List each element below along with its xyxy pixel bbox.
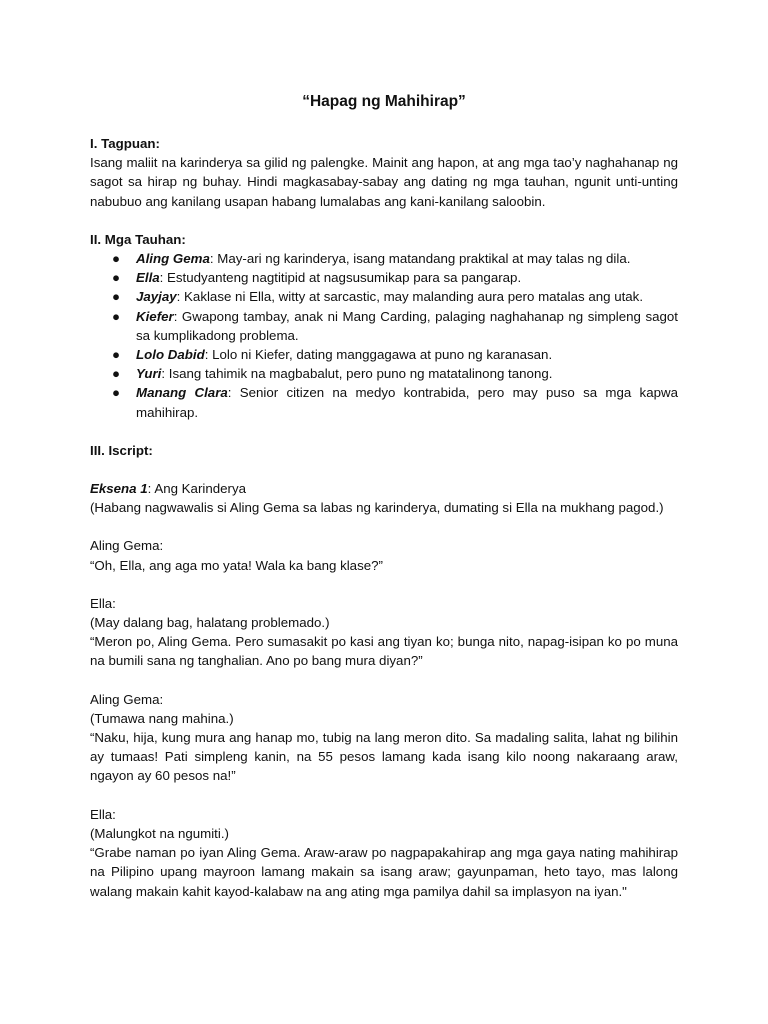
dialogue-line: “Grabe naman po iyan Aling Gema. Araw-araw po nagpapakahirap ang mga gaya nating mahihirap na Pilipino upang mayroon lamang makain sa isang araw; gayunpaman, heto tayo, mas lalong walang makain kahit kayod-kalabaw na ang ating mga pamilya dahil sa implasyon na iyan." bbox=[90, 845, 678, 899]
characters-heading: II. Mga Tauhan: bbox=[90, 231, 186, 247]
character-name: Kiefer bbox=[136, 308, 174, 324]
bullet-icon: ● bbox=[112, 270, 121, 286]
bullet-icon: ● bbox=[112, 289, 121, 305]
setting-heading: I. Tagpuan: bbox=[90, 136, 160, 151]
character-name: Jayjay bbox=[136, 289, 177, 305]
spacer bbox=[90, 671, 678, 690]
character-name: Ella bbox=[136, 270, 160, 286]
speaker-name: Aling Gema: bbox=[90, 691, 164, 707]
character-description: : Isang tahimik na magbabalut, pero puno ng matatalinong tanong. bbox=[161, 366, 553, 382]
character-name: Yuri bbox=[136, 366, 162, 382]
bullet-icon: ● bbox=[112, 308, 121, 324]
spacer bbox=[90, 786, 678, 805]
speaker-name: Aling Gema: bbox=[90, 538, 164, 554]
character-item bbox=[112, 268, 678, 287]
character-description: : Gwapong tambay, anak ni Mang Carding, palaging naghahanap ng simpleng sagot sa kumplikadong problema. bbox=[136, 308, 678, 343]
character-description: : Senior citizen na medyo kontrabida, pero may puso sa mga kapwa mahihirap. bbox=[136, 385, 678, 420]
dialogue-line: “Meron po, Aling Gema. Pero sumasakit po kasi ang tiyan ko; bunga nito, napag-isipan ko po muna na bumili sana ng tanghalian. Ano po bang mura diyan?” bbox=[90, 634, 678, 669]
character-name: Aling Gema bbox=[136, 251, 210, 267]
character-item bbox=[112, 383, 678, 421]
spacer bbox=[90, 460, 678, 479]
character-description: : Lolo ni Kiefer, dating manggagawa at puno ng karanasan. bbox=[204, 347, 553, 363]
character-item bbox=[112, 307, 678, 345]
spacer bbox=[90, 575, 678, 594]
character-description: : Estudyanteng nagtitipid at nagsusumikap para sa pangarap. bbox=[159, 270, 522, 286]
spacer bbox=[90, 422, 678, 441]
spacer bbox=[90, 211, 678, 230]
document-page bbox=[90, 92, 678, 901]
document-title: “Hapag ng Mahihirap” bbox=[302, 93, 466, 110]
dialogue-line: “Naku, hija, kung mura ang hanap mo, tubig na lang meron dito. Sa madaling salita, lahat ng bilihin ay tumaas! Pati simpleng kanin, na 55 pesos lamang kada isang kilo noong nakaraang araw, ngayon ay 60 pesos na!” bbox=[90, 730, 678, 784]
character-list bbox=[90, 249, 678, 422]
character-name: Manang Clara bbox=[136, 385, 228, 401]
setting-text: Isang maliit na karinderya sa gilid ng palengke. Mainit ang hapon, at ang mga tao’y naghahanap ng sagot sa hirap ng buhay. Hindi magkasabay-sabay ang dating ng mga tauhan, ngunit unti-unting nabubuo ang kanilang usapan habang lumalabas ang kani-kanilang saloobin. bbox=[90, 155, 678, 209]
character-name: Lolo Dabid bbox=[136, 347, 205, 363]
scene-heading bbox=[90, 479, 678, 498]
script-heading: III. Iscript: bbox=[90, 442, 153, 458]
stage-direction: (Habang nagwawalis si Aling Gema sa labas ng karinderya, dumating si Ella na mukhang pagod.) bbox=[90, 500, 664, 516]
stage-direction: (Malungkot na ngumiti.) bbox=[90, 825, 229, 841]
scene-title: : Ang Karinderya bbox=[147, 481, 246, 497]
stage-direction: (Tumawa nang mahina.) bbox=[90, 710, 234, 726]
character-description: : Kaklase ni Ella, witty at sarcastic, may malanding aura pero matalas ang utak. bbox=[176, 289, 644, 305]
character-item bbox=[112, 345, 678, 364]
bullet-icon: ● bbox=[112, 347, 121, 363]
scene-label: Eksena 1 bbox=[90, 481, 148, 497]
bullet-icon: ● bbox=[112, 251, 121, 267]
character-item bbox=[112, 364, 678, 383]
speaker-name: Ella: bbox=[90, 806, 116, 822]
speaker-name: Ella: bbox=[90, 595, 116, 611]
character-item bbox=[112, 249, 678, 268]
spacer bbox=[90, 517, 678, 536]
stage-direction: (May dalang bag, halatang problemado.) bbox=[90, 615, 330, 631]
character-item bbox=[112, 287, 678, 306]
dialogue-line: “Oh, Ella, ang aga mo yata! Wala ka bang klase?” bbox=[90, 557, 383, 573]
bullet-icon: ● bbox=[112, 385, 121, 401]
bullet-icon: ● bbox=[112, 366, 121, 382]
character-description: : May-ari ng karinderya, isang matandang praktikal at may talas ng dila. bbox=[209, 251, 631, 267]
